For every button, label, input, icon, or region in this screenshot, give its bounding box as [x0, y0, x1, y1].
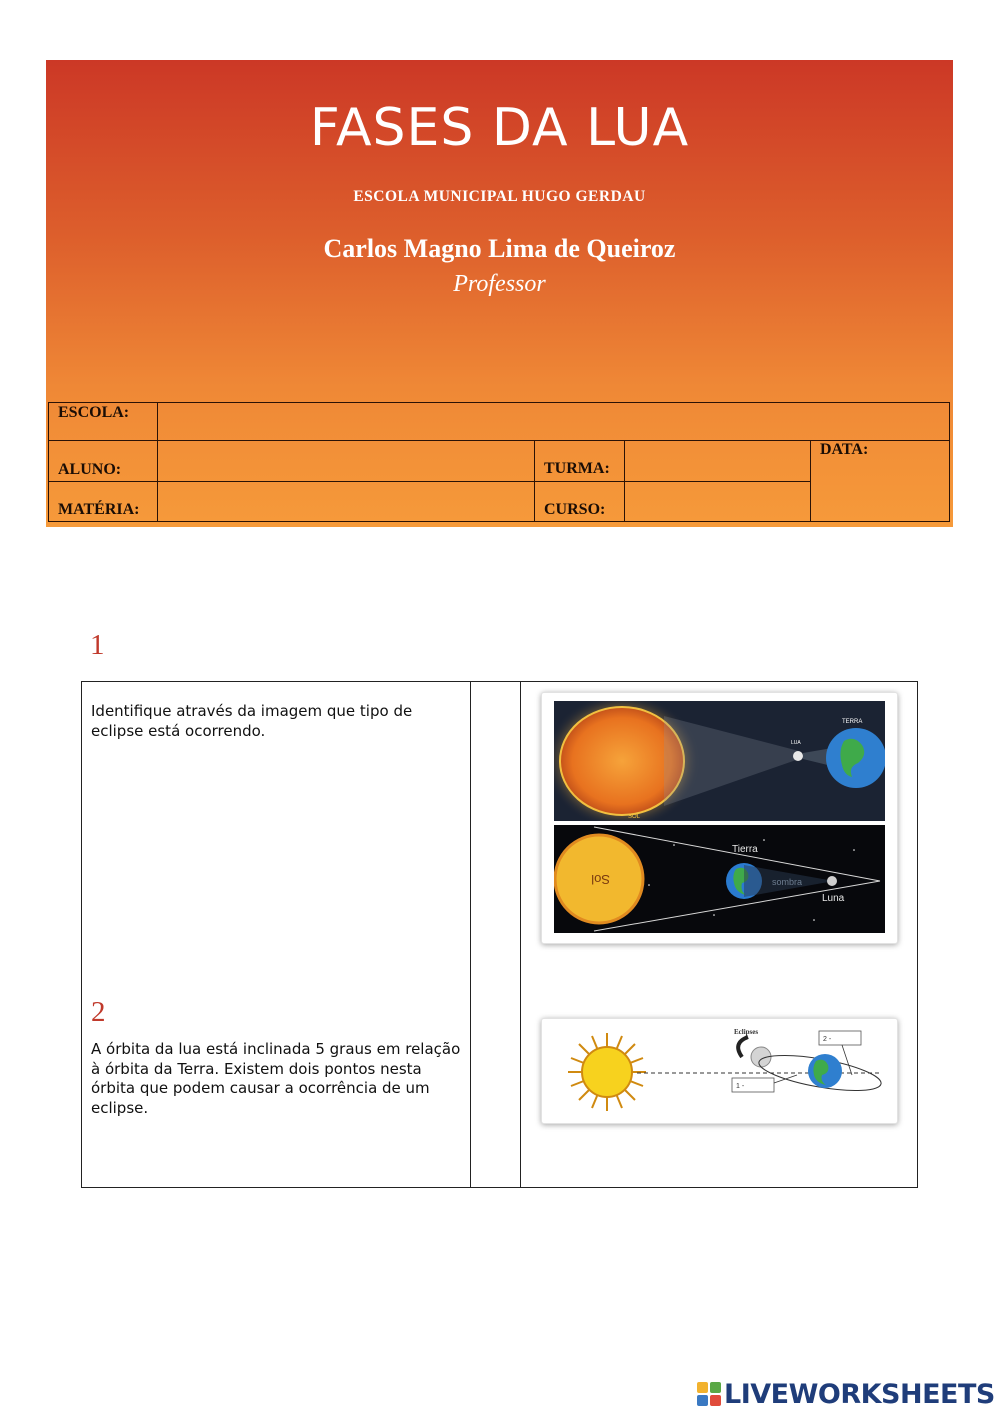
curso-label-cell: [534, 481, 625, 522]
curso-field[interactable]: [624, 481, 811, 522]
escola-field[interactable]: [157, 402, 950, 441]
label-2: 2 -: [823, 1036, 832, 1043]
turma-label-cell: [534, 440, 625, 482]
aluno-field[interactable]: [157, 440, 535, 482]
teacher-role: Professor: [453, 271, 546, 297]
eclipse-images-frame: [541, 692, 898, 944]
brand-name: LIVEWORKSHEETS: [724, 1378, 995, 1410]
liveworksheets-logo: [697, 1378, 995, 1410]
data-field[interactable]: [810, 440, 950, 522]
turma-label: TURMA:: [544, 460, 610, 477]
answer-column[interactable]: [471, 682, 520, 1187]
moon-label: Luna: [822, 893, 845, 904]
page-title: FASES DA LUA: [309, 98, 690, 158]
aluno-label-cell: [48, 440, 158, 482]
sun-label: Sol: [591, 872, 610, 887]
questions-table: [81, 681, 918, 1188]
earth-label: TERRA: [842, 719, 863, 725]
question-2-number: 2: [91, 996, 106, 1028]
liveworksheets-logo-icon: [697, 1382, 721, 1406]
label-pointer: [842, 1045, 852, 1075]
earth-label: Tierra: [732, 844, 758, 855]
school-name: ESCOLA MUNICIPAL HUGO GERDAU: [353, 188, 646, 205]
solar-eclipse-image: [554, 701, 885, 821]
sun-label: SOL: [628, 814, 641, 820]
lunar-eclipse-image: [554, 825, 885, 933]
curso-label: CURSO:: [544, 501, 606, 518]
diagram-title: Eclipses: [734, 1028, 759, 1036]
shadow-label: sombra: [772, 877, 803, 887]
column-divider: [520, 682, 521, 1187]
moon-label: LUA: [791, 740, 801, 746]
arrow-icon: [738, 1037, 748, 1057]
question-1-text: Identifique através da imagem que tipo de eclipse está ocorrendo.: [91, 702, 413, 740]
orbit-diagram-frame: [541, 1018, 898, 1124]
question-2-text: A órbita da lua está inclinada 5 graus em relação à órbita da Terra. Existem dois pontos nesta órbita que podem causar a ocorrência de um eclipse.: [91, 1040, 461, 1117]
header-banner: [46, 60, 953, 527]
moon-icon: [827, 876, 837, 886]
materia-field[interactable]: [157, 481, 535, 522]
materia-label-cell: [48, 481, 158, 522]
teacher-name: Carlos Magno Lima de Queiroz: [323, 234, 676, 263]
moon-icon: [793, 751, 803, 761]
label-1: 1 -: [736, 1083, 745, 1090]
turma-field[interactable]: [624, 440, 811, 482]
escola-label: ESCOLA:: [58, 404, 130, 421]
aluno-label: ALUNO:: [58, 461, 122, 478]
escola-label-cell: [48, 402, 158, 441]
orbit-diagram-image: [552, 1023, 887, 1119]
data-label: DATA:: [820, 441, 869, 458]
question-1-number: 1: [90, 629, 105, 661]
materia-label: MATÉRIA:: [58, 501, 140, 518]
student-info-form: [48, 402, 950, 522]
